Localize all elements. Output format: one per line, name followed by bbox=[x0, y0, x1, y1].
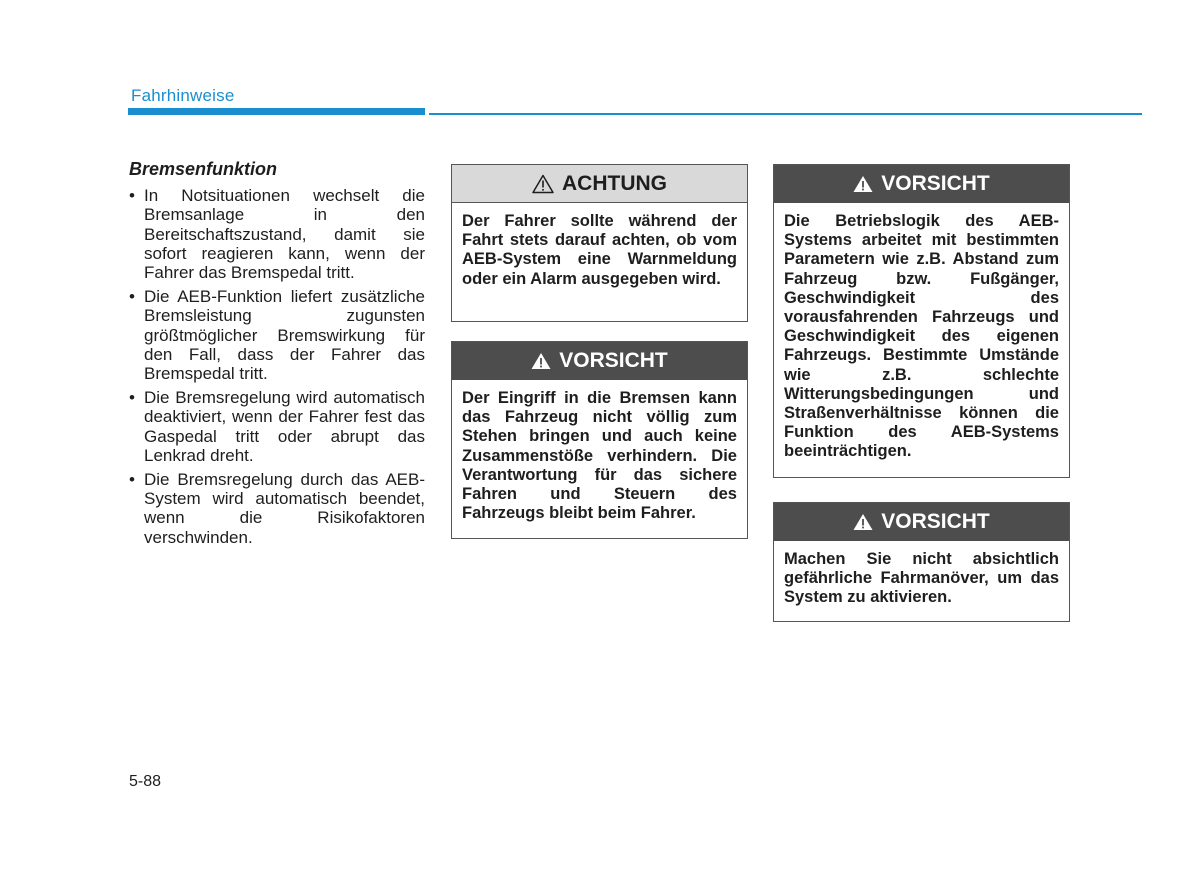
list-item-text: In Notsituationen wechselt die Bremsanlage in den Bereitschaftszustand, damit sie sofort reagieren kann, wenn der Fahrer das Bremspedal tritt. bbox=[144, 186, 425, 283]
left-column bbox=[129, 160, 425, 552]
warning-notice-operating-logic bbox=[773, 164, 1070, 478]
warning-notice-dangerous-maneuvers bbox=[773, 502, 1070, 622]
header-rule-thin bbox=[429, 113, 1142, 115]
warning-notice-label: VORSICHT bbox=[881, 510, 990, 533]
caution-notice-text: Der Fahrer sollte während der Fahrt stets darauf achten, ob vom AEB-System eine Warnmeldung oder ein Alarm ausgegeben wird. bbox=[462, 212, 737, 288]
brake-function-list bbox=[129, 186, 425, 547]
bullet-dot: • bbox=[129, 470, 135, 490]
warning-notice-text: Machen Sie nicht absichtlich gefährliche Fahrmanöver, um das System zu aktivieren. bbox=[784, 550, 1059, 607]
warning-notice-brake-intervention bbox=[451, 341, 748, 539]
brake-function-heading: Bremsenfunktion bbox=[129, 159, 278, 179]
warning-triangle-icon bbox=[853, 175, 873, 193]
list-item bbox=[129, 186, 425, 282]
section-title: Fahrhinweise bbox=[131, 86, 235, 105]
warning-notice-header bbox=[774, 503, 1069, 541]
warning-notice-text: Der Eingriff in die Bremsen kann das Fahrzeug nicht völlig zum Stehen bringen und auch keine Zusammenstöße verhindern. Die Verantwortung für das sichere Fahren und Steuern des Fahrzeugs bleibt beim Fahrer. bbox=[462, 389, 737, 523]
list-item-text: Die Bremsregelung wird automatisch deaktiviert, wenn der Fahrer fest das Gaspedal tritt oder abrupt das Lenkrad dreht. bbox=[144, 388, 425, 465]
list-item-text: Die AEB-Funktion liefert zusätzliche Bremsleistung zugunsten größtmöglicher Bremswirkung für den Fall, dass der Fahrer das Bremspedal tritt. bbox=[144, 287, 425, 384]
caution-notice bbox=[451, 164, 748, 322]
header-rule-thick bbox=[128, 108, 425, 115]
warning-notice-label: VORSICHT bbox=[881, 172, 990, 195]
caution-notice-label: ACHTUNG bbox=[562, 171, 667, 195]
warning-notice-label: VORSICHT bbox=[559, 349, 668, 372]
caution-notice-header bbox=[452, 165, 747, 203]
bullet-dot: • bbox=[129, 388, 135, 408]
warning-notice-header bbox=[452, 342, 747, 380]
warning-triangle-icon bbox=[853, 513, 873, 531]
list-item bbox=[129, 388, 425, 465]
list-item bbox=[129, 287, 425, 383]
page-number: 5-88 bbox=[129, 773, 162, 790]
bullet-dot: • bbox=[129, 186, 135, 206]
list-item-text: Die Bremsregelung durch das AEB-System wird automatisch beendet, wenn die Risikofaktoren verschwinden. bbox=[144, 470, 425, 547]
warning-triangle-icon bbox=[531, 352, 551, 370]
bullet-dot: • bbox=[129, 287, 135, 307]
list-item bbox=[129, 470, 425, 547]
caution-triangle-icon bbox=[532, 174, 554, 194]
warning-notice-text: Die Betriebslogik des AEB-Systems arbeitet mit bestimmten Parametern wie z.B. Abstand zum Fahrzeug bzw. Fußgänger, Geschwindigkeit des vorausfahrenden Fahrzeugs und Geschwindigkeit des eigenen Fahrzeugs. Bestimmte Umstände wie z.B. schlechte Witterungsbedingungen und Straßenverhältnisse können die Funktion des AEB-Systems beeinträchtigen. bbox=[784, 212, 1059, 461]
warning-notice-header bbox=[774, 165, 1069, 203]
